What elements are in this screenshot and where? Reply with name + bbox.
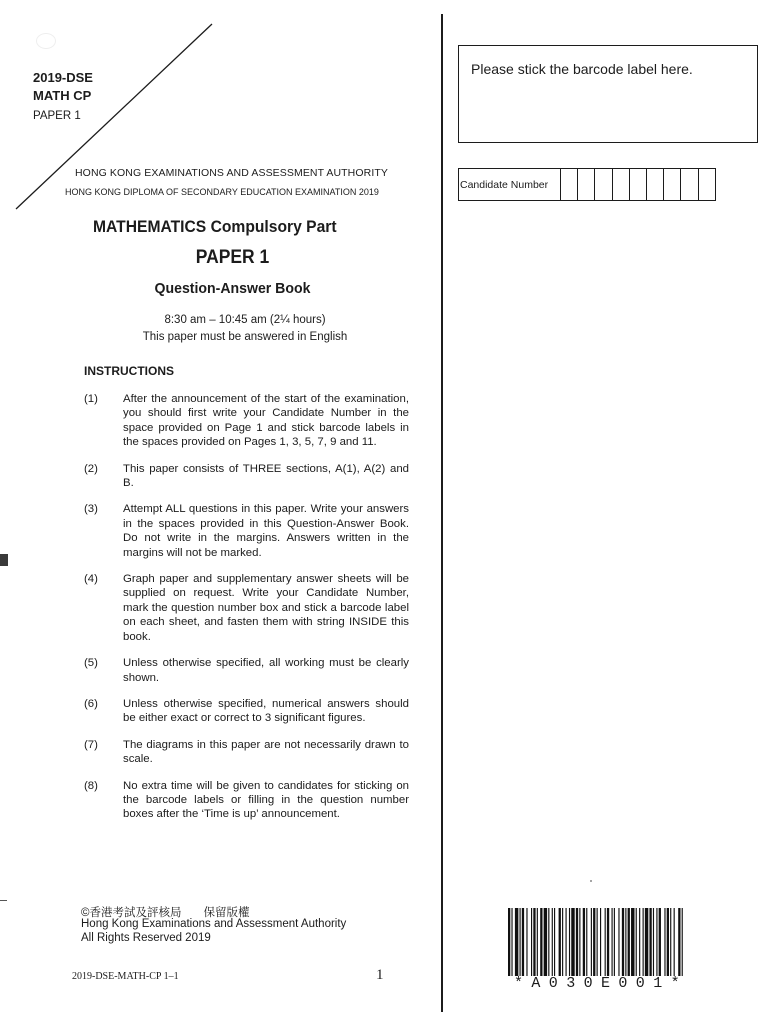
- barcode-bar: [607, 908, 609, 976]
- paper-title: PAPER 1: [195, 247, 270, 268]
- barcode-bar: [544, 908, 547, 976]
- instructions-heading: INSTRUCTIONS: [84, 364, 174, 378]
- barcode-bar: [674, 908, 675, 976]
- barcode-bar: [554, 908, 555, 976]
- instruction-number: (4): [84, 573, 98, 586]
- barcode-bar: [593, 908, 595, 976]
- instruction-number: (1): [84, 393, 98, 405]
- barcode-bar: [566, 908, 567, 976]
- speck: [590, 880, 592, 882]
- barcode-bar: [622, 908, 624, 976]
- margin-mark: [0, 554, 8, 566]
- barcode-bar: [636, 908, 637, 976]
- exam-time: 8:30 am – 10:45 am (2¼ hours): [164, 314, 326, 326]
- copyright-rights: All Rights Reserved 2019: [81, 932, 211, 944]
- candidate-number-label: Candidate Number: [459, 169, 561, 200]
- candidate-digit-box[interactable]: [664, 169, 681, 200]
- barcode-bar: [667, 908, 669, 976]
- barcode-bar: [614, 908, 615, 976]
- barcode-bar: [591, 908, 592, 976]
- barcode-bar: [645, 908, 648, 976]
- instruction-text: No extra time will be given to candidates for sticking on the barcode labels or filling in the question number boxes after the ‘Time is up’ announcement.: [123, 779, 409, 821]
- subject-title: MATHEMATICS Compulsory Part: [93, 217, 337, 236]
- language-note: This paper must be answered in English: [142, 331, 348, 343]
- barcode-bar: [670, 908, 671, 976]
- barcode-bar: [664, 908, 665, 976]
- exam-code-year: 2019-DSE: [33, 70, 93, 85]
- instruction-number: (6): [84, 697, 98, 710]
- instruction-text: Unless otherwise specified, all working must be clearly shown.: [123, 657, 409, 684]
- authority-name: HONG KONG EXAMINATIONS AND ASSESSMENT AUTHORITY: [75, 167, 388, 179]
- rights-reserved-chinese: 保留版權: [203, 907, 250, 919]
- barcode-instruction: Please stick the barcode label here.: [471, 61, 693, 77]
- barcode-bar: [678, 908, 680, 976]
- instructions-list: [84, 392, 414, 834]
- instruction-item: [84, 392, 414, 450]
- diploma-title: HONG KONG DIPLOMA OF SECONDARY EDUCATION EXAMINATION 2019: [65, 187, 379, 197]
- diagonal-line: [0, 0, 230, 215]
- candidate-number-field[interactable]: [458, 168, 716, 201]
- instruction-item: [84, 738, 414, 767]
- barcode-text: *A030E001*: [514, 975, 689, 992]
- instruction-item: [84, 572, 414, 644]
- barcode-bar: [511, 908, 512, 976]
- instruction-text: The diagrams in this paper are not necessarily drawn to scale.: [123, 738, 409, 766]
- footer-code: 2019-DSE-MATH-CP 1–1: [72, 971, 179, 982]
- instruction-text: This paper consists of THREE sections, A(1), A(2) and B.: [123, 462, 409, 490]
- barcode-bar: [612, 908, 613, 976]
- barcode-bar: [659, 908, 661, 976]
- instruction-text: Attempt ALL questions in this paper. Write your answers in the spaces provided in this Question-Answer Book. Do not write in the margins. Answers written in the margins will not be marked.: [123, 503, 409, 559]
- candidate-digit-box[interactable]: [630, 169, 647, 200]
- book-title: Question-Answer Book: [154, 280, 311, 297]
- barcode-bar: [548, 908, 549, 976]
- barcode-bar: [531, 908, 532, 976]
- barcode-bar: [597, 908, 598, 976]
- barcode-bar: [552, 908, 553, 976]
- barcode-bar: [600, 908, 601, 976]
- candidate-digit-box[interactable]: [613, 169, 630, 200]
- barcode-bar: [643, 908, 644, 976]
- exam-code-paper: PAPER 1: [33, 110, 81, 122]
- copyright-chinese: ©香港考試及評核局: [81, 907, 182, 919]
- candidate-digit-box[interactable]: [595, 169, 612, 200]
- barcode-bar: [569, 908, 570, 976]
- barcode-bar: [571, 908, 574, 976]
- barcode-bar: [508, 908, 510, 976]
- instruction-item: [84, 656, 414, 685]
- barcode-bar: [653, 908, 654, 976]
- page-number: 1: [376, 967, 384, 983]
- barcode-bar: [583, 908, 585, 976]
- barcode-bar: [526, 908, 527, 976]
- exam-code-subject: MATH CP: [33, 88, 92, 103]
- barcode-bar: [533, 908, 535, 976]
- instruction-number: (7): [84, 738, 98, 751]
- candidate-digit-box[interactable]: [578, 169, 595, 200]
- barcode-bar: [576, 908, 578, 976]
- barcode-bar: [522, 908, 524, 976]
- barcode-bar: [559, 908, 561, 976]
- margin-tick: [0, 900, 7, 901]
- barcode-bar: [618, 908, 619, 976]
- instruction-number: (2): [84, 462, 98, 475]
- barcode-image: [508, 908, 756, 978]
- barcode-bar: [515, 908, 518, 976]
- instruction-item: [84, 462, 414, 491]
- barcode-bar: [649, 908, 651, 976]
- barcode-bar: [579, 908, 580, 976]
- barcode-bar: [656, 908, 657, 976]
- instruction-number: (8): [84, 779, 98, 792]
- candidate-digit-box[interactable]: [699, 169, 715, 200]
- barcode-bar: [537, 908, 538, 976]
- barcode-bar: [605, 908, 606, 976]
- candidate-digit-box[interactable]: [681, 169, 698, 200]
- instruction-text: Graph paper and supplementary answer sheets will be supplied on request. Write your Candidate Number, mark the question number box and stick a barcode label on each sheet, and fasten them with string INSIDE this book.: [123, 573, 409, 643]
- instruction-text: After the announcement of the start of the examination, you should first write your Candidate Number in the space provided on Page 1 and stick barcode labels in the spaces provided on Pages 1, 3, 5, 7, 9 and 11.: [123, 393, 409, 449]
- barcode-bar: [540, 908, 542, 976]
- barcode-bar: [586, 908, 587, 976]
- barcode-bar: [625, 908, 626, 976]
- instruction-item: [84, 779, 414, 822]
- instruction-number: (5): [84, 657, 98, 670]
- instruction-text: Unless otherwise specified, numerical answers should be either exact or correct to 3 significant figures.: [123, 697, 409, 725]
- barcode-bar: [562, 908, 563, 976]
- barcode-bar: [682, 908, 683, 976]
- vertical-divider: [441, 14, 443, 1012]
- candidate-digit-box[interactable]: [647, 169, 664, 200]
- instruction-item: [84, 502, 414, 560]
- candidate-digit-box[interactable]: [561, 169, 578, 200]
- instruction-item: [84, 697, 414, 726]
- barcode-label-box[interactable]: [458, 45, 758, 143]
- barcode-bar: [639, 908, 640, 976]
- barcode-bar: [520, 908, 521, 976]
- barcode-bar: [631, 908, 634, 976]
- instruction-number: (3): [84, 503, 98, 516]
- barcode-bar: [628, 908, 630, 976]
- copyright-authority: Hong Kong Examinations and Assessment Authority: [81, 918, 347, 930]
